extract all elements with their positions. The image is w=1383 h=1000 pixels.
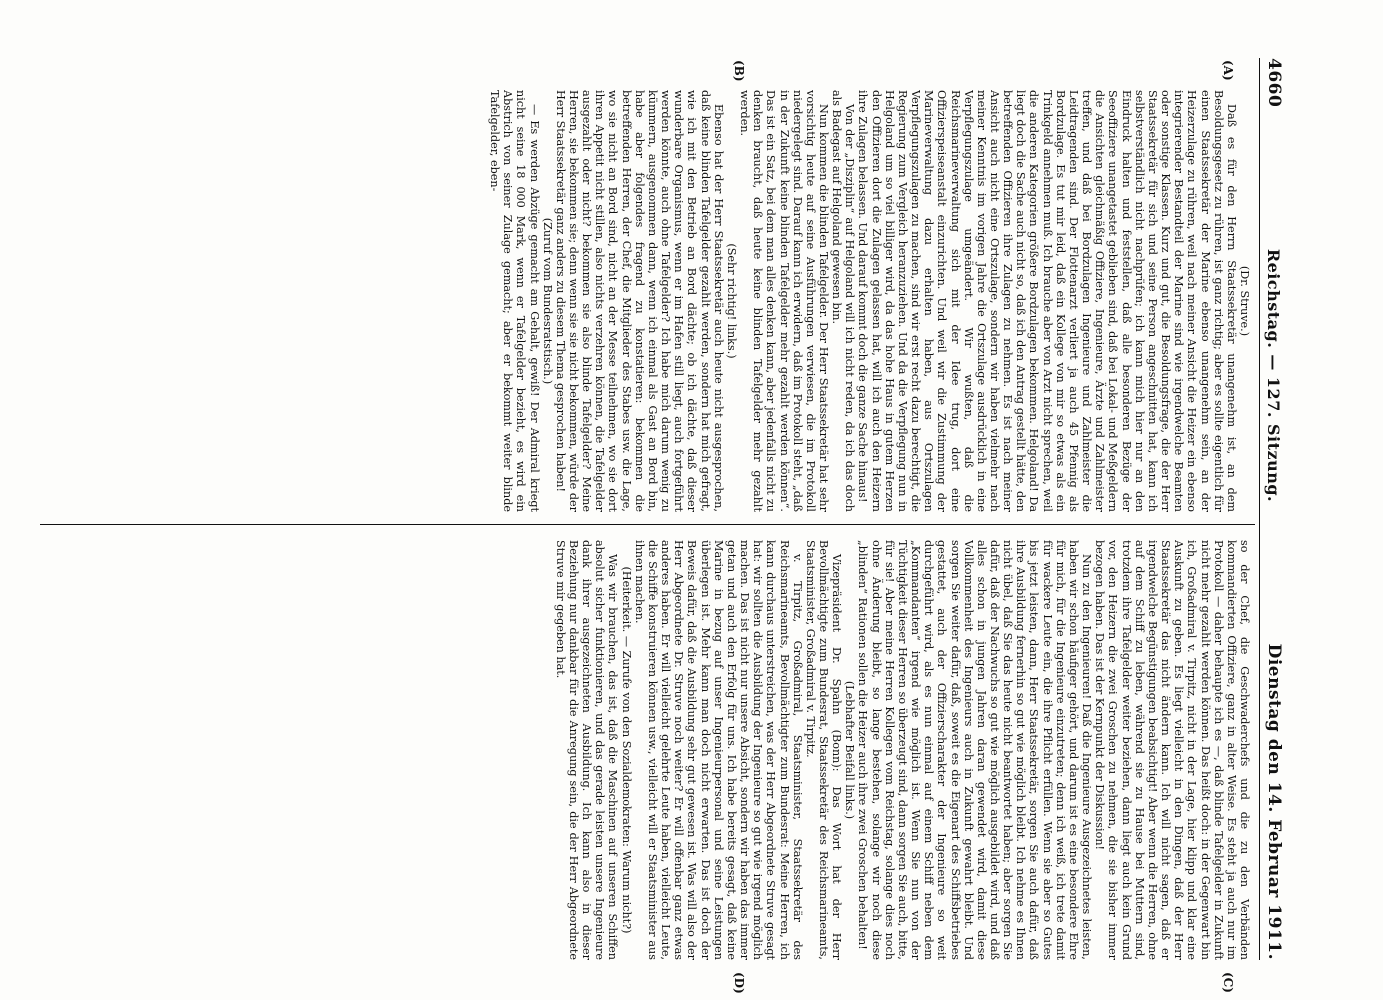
speaker-tag: (Dr. Struve.) <box>1238 265 1251 337</box>
paragraph: v. Tirpitz, Großadmiral, Staatsminister, Staatssekretär des Reichsmarineamts, Bevollmächtigter zum Bundesrat: Meine Herren, ich kann durchaus unterstreichen, was der Herr Abgeordnete Struve gesagt hat: wir sollten die Ausbildung der Ingenieure so gut wie irgend möglich machen. Das ist nicht nur unsere Absicht, sondern wir haben das immer getan und auch den Erfolg für uns. Ich habe bereits gesagt, daß keine Marine in bezug auf unser Ingenieurpersonal und seine Leistungen überlegen ist. Mehr kann man doch nicht erwarten. Das ist doch der Beweis dafür, daß die Ausbildung sehr gut gewesen ist. Was will also der Herr Abgeordnete Dr. Struve noch weiter? Er will offenbar ganz etwas anderes haben. Er will vielleicht gelehrte Leute haben, vielleicht Leute, die Schiffe konstruieren können usw., vielleicht will er Staatsminister aus ihnen machen. <box>632 540 804 960</box>
paragraph: Von der „Disziplin“ auf Helgoland will ich nicht reden, da ich das doch als Badegast auf Helgoland gewesen bin. <box>830 90 857 512</box>
margin-marker-a: (A) <box>1221 60 1235 81</box>
right-column <box>40 540 1251 960</box>
margin-marker-b: (B) <box>732 60 746 82</box>
paragraph: Vizepräsident Dr. Spahn (Bonn): Das Wort hat der Herr Bevollmächtigte zum Bundesrat, Staatssekretär des Reichsmarineamts, Staatsminister, Großadmiral v. Tirpitz. <box>803 540 844 960</box>
page-date: Dienstag den 14. Februar 1911. <box>1264 643 1284 960</box>
margin-marker-c: (C) <box>1221 972 1235 993</box>
interjection: (Lebhafter Beifall links.) <box>843 680 857 820</box>
page-title: Reichstag. — 127. Sitzung. <box>1264 248 1283 503</box>
paragraph: — Es werden Abzüge gemacht am Gehalt, gewiß! Der Admiral kriegt nicht seine 18 000 Mark, wenn er Tafelgelder bezieht, es wird ein Abstrich von seiner Zulage gemacht; aber er bekommt weiter blinde Tafelgelder, eben- <box>488 90 541 512</box>
paragraph: Nun zu den Ingenieuren! Daß die Ingenieure Ausgezeichnetes leisten, haben wir schon häufiger gehört, und darum ist es eine besondere Ehre für mich, für die Ingenieure einzutreten; denn ich weiß, ich trete damit für wackere Leute ein, die ihre Pflicht erfüllen. Wenn sie aber so Gutes bis jetzt leisten, dann, Herr Staatssekretär, sorgen Sie auch dafür, daß ihre Ausbildung fernerhin so gut wie möglich bleibt. Ich nehme es Ihnen nicht übel, daß Sie das heute nicht beantwortet haben; aber sorgen Sie dafür, daß der Nachwuchs so gut wie möglich ausgebildet wird, und daß alles schon in jungen Jahren daran gewendet wird, damit diese Vollkommenheit des Ingenieurs auch in Zukunft gewahrt bleibt. Und sorgen Sie weiter dafür, daß, soweit es die Eigenart des Schiffsbetriebes gestattet, auch der Offizierscharakter der Ingenieure so weit durchgeführt wird, als es nun einmal auf einem Schiff neben dem „Kommandanten“ irgend wie möglich ist. Wenn Sie nun von der Tüchtigkeit dieser Herren so überzeugt sind, dann sorgen Sie auch, bitte, für sie! Aber meine Herren Kollegen vom Reichstag, solange dies noch ohne Änderung bleibt, so lange bestehen, solange wir noch diese „blinden“ Rationen sollen die Heizer auch ihre zwei Groschen behalten! <box>856 540 1094 960</box>
paragraph: so der Chef, die Geschwaderchefs und die zu den Verbänden kommandierten Offiziere, ganz in alter Weise. Es steht ja auch nur im Protokoll — daher behaupte ich es —, daß blinde Tafelgelder in Zukunft nicht mehr gezahlt werden können. Das heißt doch: in der Gegenwart bin ich, Großadmiral v. Tirpitz, nicht in der Lage, hier klipp und klar eine Auskunft zu geben. Es liegt vielleicht in den Dingen, daß der Herr Staatssekretär das nicht ändern kann. Ich will nicht sagen, daß er irgendwelche Begünstigungen beabsichtigt! Aber wenn die Herren, ohne auf dem Schiff zu leben, während sie zu Hause bei Muttern sind, trotzdem ihre Tafelgelder weiter beziehen, dann liegt auch kein Grund vor, den Heizern die zwei Groschen zu nehmen, die sie bisher immer bezogen haben. Das ist der Kernpunkt der Diskussion! <box>1093 540 1251 960</box>
interjection: (Heiterkeit. — Zurufe von den Sozialdemokraten: Warum nicht?) <box>619 566 633 934</box>
interjection: (Zuruf vom Bundesratstisch.) <box>540 217 554 385</box>
paragraph: Nun kommen die blinden Tafelgelder. Der Herr Staatssekretär hat sehr vorsichtig heute auf seine Ausführungen verwiesen, die im Protokoll niedergelegt sind. Darauf kann ich erwidern, daß im Protokoll steht, „daß in der Zukunft keine blinden Tafelgelder mehr gezahlt werden können“. Das ist ein Satz, bei dem man alles denken kann, aber jedenfalls nicht zu denken braucht, daß heute keine blinden Tafelgelder mehr gezahlt werden. <box>738 90 830 512</box>
paragraph: Daß es für den Herrn Staatssekretär unangenehm ist, an dem Besoldungsgesetz zu rühren, ist ganz richtig; aber es sollte eigentlich für einen Staatssekretär der Marine ebenso unangenehm sein, an der Heizerzulage zu rühren, weil nach meiner Ansicht die Heizer ein ebenso integrierender Bestandteil der Marine sind wie irgendwelche Beamten oder sonstige Klassen. Kurz und gut, die Besoldungsfrage, die der Herr Staatssekretär für sich und seine Person angeschnitten hat, kann ich selbstverständlich nicht nachprüfen; ich kann mich hier nur an den Eindruck halten und feststellen, daß alle besonderen Bezüge der Seeoffiziere unangetastet geblieben sind, daß bei Lokal- und Meßgeldern die Ansichten gleichmäßig Offiziere, Ingenieure, Ärzte und Zahlmeister treffen, und daß bei Bordzulagen Ingenieure und Zahlmeister die Leidtragenden sind. Der Flottenarzt verliert ja auch 45 Pfennig als Bordzulage. Es tut mir leid, daß ein Kollege von mir so etwas als ein Trinkgeld annehmen muß. Ich brauche aber von Arzt nicht sprechen, weil die anderen Kategorien größere Bordzulagen bekommen. Helgoland! Da liegt doch die Sache auch nicht so, daß ich den Antrag gestellt hätte, den betreffenden Offizieren ihre Zulagen zu nehmen. Es ist nach meiner Ansicht auch nicht eine Ortszulage, sondern wir haben vielmehr nach meiner Kenntnis im vorigen Jahre die Ortszulage ausdrücklich in eine Verpflegungszulage umgeändert. Wir wußten, daß die Reichsmarineverwaltung sich mit der Idee trug, dort eine Offizierspeiseanstalt einzurichten. Und weil wir die Zustimmung der Marineverwaltung dazu erhalten haben, aus Ortszulagen Verpflegungszulagen zu machen, sind wir erst recht dazu berechtigt, die Regierung zum Vergleich heranzuziehen. Und da die Verpflegung nun in Helgoland um so viel billiger wird, da das hohe Haus in gutem Herzen den Offizieren dort die Zulagen gelassen hat, will ich auch den Heizern ihre Zulagen belassen. Und darauf kommt doch die ganze Sache hinaus! <box>856 90 1238 512</box>
column-divider <box>40 524 1255 525</box>
paragraph: Was wir brauchen, das ist, daß die Maschinen auf unseren Schiffen absolut sicher funktionieren, und das gerade leisten unsere Ingenieure dank ihrer ausgezeichneten Ausbildung. Ich kann also in dieser Beziehung nur dankbar für die Anregung sein, die der Herr Abgeordnete Struve mir gegeben hat. <box>553 540 620 960</box>
page-number: 4660 <box>1264 58 1284 108</box>
margin-marker-d: (D) <box>732 972 746 994</box>
interjection: (Sehr richtig! links.) <box>724 243 738 359</box>
paragraph: Ebenso hat der Herr Staatssekretär auch heute nicht ausgesprochen, daß keine blinden Tafelgelder gezahlt werden, sondern hat mich gefragt, wie ich mit den Betrieb an Bord dächte; ob ich dächte, daß dieser wunderbare Organismus, wenn er im Hafen still liegt, auch fortgeführt werden könnte, auch ohne Tafelgelder? Ich habe mich darum wenig zu kümmern, ausgenommen dann, wenn ich einmal als Gast an Bord bin, habe aber folgendes fragend zu konstatieren: bekommen die betreffenden Herren, der Chef, die Mitglieder des Stabes usw. die Lage, wo sie nicht an Bord sind, nicht an der Messe teilnehmen, wo sie dort ihren Appetit nicht stillen, also nichts verzehren können, die Tafelgelder ausgezahlt oder nicht? bekommen sie also blinde Tafelgelder? Meine Herren, sie bekommen sie; denn wenn sie sie nicht bekommen, würde der Herr Staatssekretär ganz anders zu diesem Thema gesprochen haben! <box>553 90 725 512</box>
page-header <box>1259 58 1295 960</box>
left-column <box>40 90 1251 512</box>
